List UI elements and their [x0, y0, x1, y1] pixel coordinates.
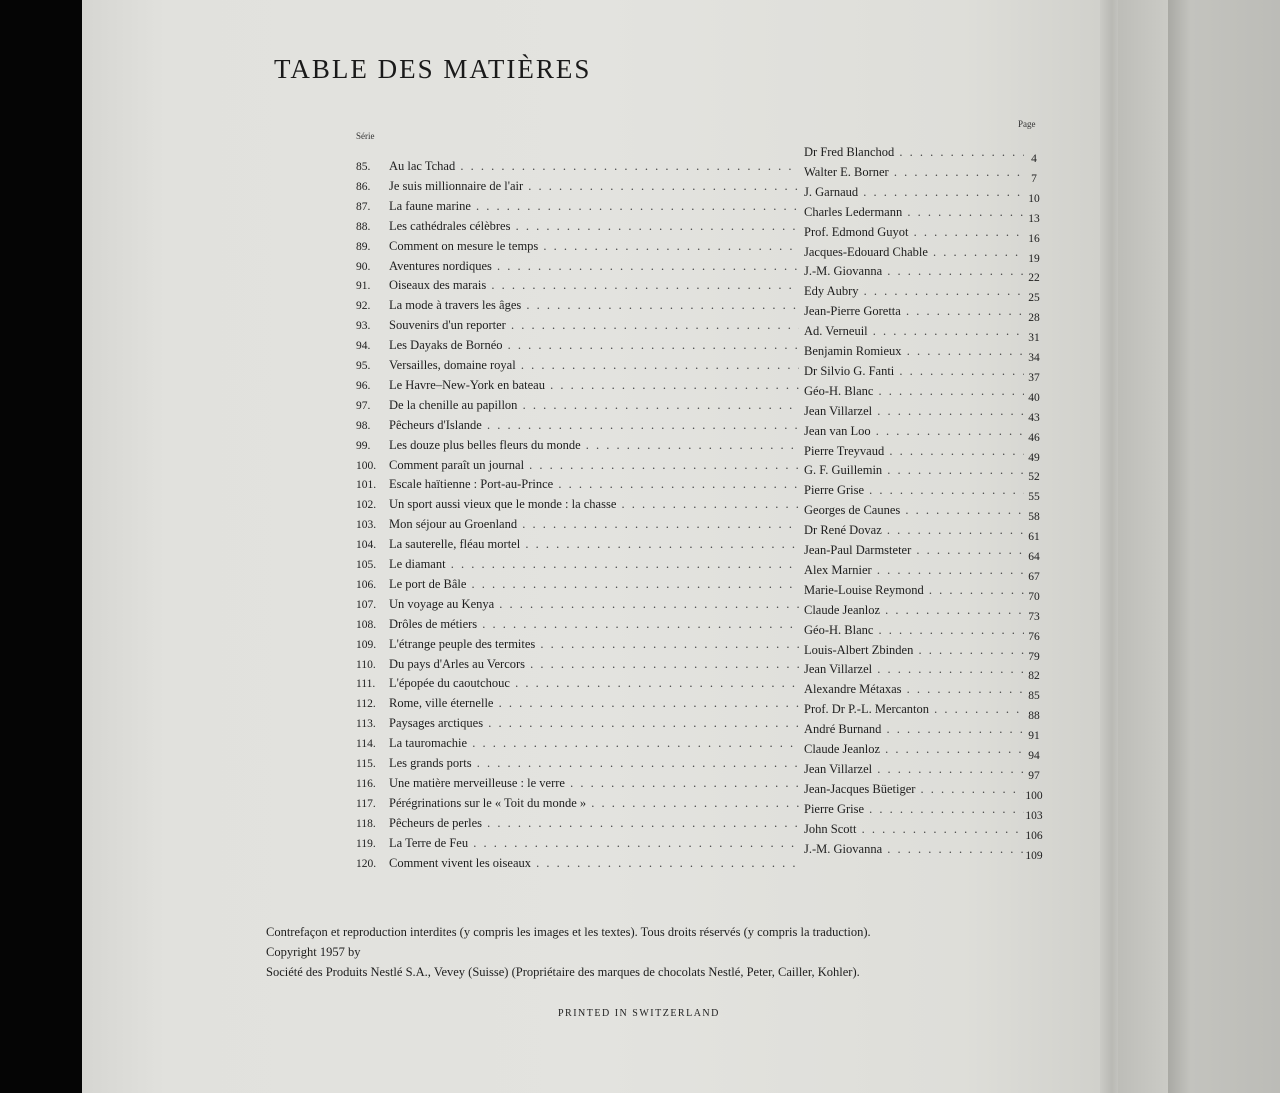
entry-page: 79 [1028, 650, 1040, 663]
entry-page: 4 [1031, 153, 1037, 165]
serie-number: 117. [356, 797, 376, 810]
entry-author: Louis-Albert Zbinden . . . [804, 640, 1024, 660]
serie-number: 99. [356, 439, 371, 452]
entry-author: Edy Aubry . . . [804, 281, 1024, 301]
entry-author: Alexandre Métaxas . . . [804, 679, 1024, 699]
serie-number: 96. [356, 379, 371, 392]
toc-entry [0, 836, 1280, 870]
serie-number: 109. [356, 638, 377, 651]
entry-title: Comment vivent les oiseaux . . . [389, 853, 799, 873]
entry-page: 85 [1028, 690, 1040, 703]
serie-number: 105. [356, 559, 377, 571]
entry-author: Prof. Dr P.-L. Mercanton . . . [804, 699, 1024, 719]
entry-author: Georges de Caunes . . . [804, 500, 1024, 520]
serie-number: 107. [356, 598, 377, 611]
entry-author: Géo-H. Blanc . . . [804, 620, 1024, 640]
entry-page: 49 [1028, 451, 1040, 464]
copyright-line-2: Copyright 1957 by [266, 945, 361, 959]
serie-number: 88. [356, 220, 371, 233]
entry-author: Dr René Dovaz . . . [804, 520, 1024, 540]
entry-title: Les cathédrales célèbres . . . [389, 216, 799, 236]
entry-author: Pierre Treyvaud . . . [804, 441, 1024, 461]
serie-number: 97. [356, 399, 371, 412]
entry-author: Claude Jeanloz . . . [804, 600, 1024, 620]
entry-page: 43 [1028, 411, 1040, 424]
entry-author: Jean-Paul Darmsteter . . . [804, 540, 1024, 560]
entry-title: Les Dayaks de Bornéo . . . [389, 335, 799, 355]
entry-author: Dr Fred Blanchod . . . [804, 142, 1024, 162]
serie-number: 106. [356, 578, 377, 591]
entry-page: 34 [1028, 352, 1040, 364]
entry-title: La Terre de Feu . . . [389, 833, 799, 853]
entry-author: Prof. Edmond Guyot . . . [804, 222, 1024, 242]
entry-title: La mode à travers les âges . . . [389, 295, 799, 315]
serie-number: 116. [356, 777, 376, 790]
entry-page: 28 [1028, 312, 1040, 325]
serie-number: 101. [356, 479, 377, 492]
entry-author: Jean-Jacques Büetiger . . . [804, 779, 1024, 799]
entry-title: Les grands ports . . . [389, 753, 799, 773]
serie-number: 92. [356, 300, 371, 313]
serie-number: 115. [356, 758, 376, 770]
entry-title: Les douze plus belles fleurs du monde . . . [389, 435, 799, 455]
entry-title: La faune marine . . . [389, 196, 799, 216]
serie-number: 94. [356, 340, 371, 353]
entry-author: Jacques-Edouard Chable . . . [804, 242, 1024, 262]
entry-author: Pierre Grise . . . [804, 480, 1024, 500]
entry-page: 16 [1028, 232, 1040, 245]
entry-title: Le Havre–New-York en bateau . . . [389, 375, 799, 395]
copyright-notice [266, 922, 1066, 982]
entry-page: 13 [1028, 212, 1040, 225]
entry-page: 31 [1028, 332, 1040, 345]
serie-number: 102. [356, 499, 377, 512]
serie-number: 120. [356, 857, 377, 870]
entry-title: La sauterelle, fléau mortel . . . [389, 534, 799, 554]
entry-author: Charles Ledermann . . . [804, 202, 1024, 222]
entry-page: 103 [1025, 809, 1043, 822]
entry-page: 7 [1031, 172, 1037, 185]
serie-number: 89. [356, 240, 371, 253]
entry-author: Pierre Grise . . . [804, 799, 1024, 819]
entry-page: 46 [1028, 431, 1040, 444]
entry-page: 70 [1028, 590, 1040, 603]
entry-title: Je suis millionnaire de l'air . . . [389, 176, 799, 196]
entry-page: 73 [1028, 610, 1040, 623]
serie-number: 100. [356, 459, 377, 472]
entry-author: G. F. Guillemin . . . [804, 460, 1024, 480]
entry-title: Le diamant . . . [389, 554, 799, 574]
serie-number: 103. [356, 519, 377, 532]
serie-number: 93. [356, 320, 371, 333]
entry-author: Jean Villarzel . . . [804, 759, 1024, 779]
serie-number: 90. [356, 260, 371, 273]
entry-title: Pêcheurs de perles . . . [389, 813, 799, 833]
serie-number: 104. [356, 539, 377, 552]
entry-author: Alex Marnier . . . [804, 560, 1024, 580]
entry-author: Dr Silvio G. Fanti . . . [804, 361, 1024, 381]
entry-page: 25 [1028, 292, 1040, 305]
entry-page: 40 [1028, 391, 1040, 404]
entry-title: Escale haïtienne : Port-au-Prince . . . [389, 474, 799, 494]
serie-number: 85. [356, 161, 371, 173]
entry-title: Comment paraît un journal . . . [389, 455, 799, 475]
entry-page: 97 [1028, 769, 1040, 782]
entry-title: Souvenirs d'un reporter . . . [389, 315, 799, 335]
serie-number: 114. [356, 738, 376, 751]
entry-author: Ad. Verneuil . . . [804, 321, 1024, 341]
entry-page: 64 [1028, 551, 1040, 563]
copyright-line-3: Société des Produits Nestlé S.A., Vevey (Suisse) (Propriétaire des marques de chocolats Nestlé, Peter, Cailler, Kohler). [266, 965, 860, 979]
entry-title: De la chenille au papillon . . . [389, 395, 799, 415]
entry-author: Jean Villarzel . . . [804, 401, 1024, 421]
entry-title: Drôles de métiers . . . [389, 614, 799, 634]
entry-page: 109 [1025, 849, 1043, 862]
entry-author: Claude Jeanloz . . . [804, 739, 1024, 759]
entry-page: 91 [1028, 730, 1040, 743]
entry-page: 106 [1025, 829, 1043, 842]
entry-title: Paysages arctiques . . . [389, 713, 799, 733]
entry-title: Pérégrinations sur le « Toit du monde » . . . [389, 793, 799, 813]
entry-author: J.-M. Giovanna . . . [804, 839, 1024, 859]
entry-title: L'épopée du caoutchouc . . . [389, 673, 799, 693]
entry-author: Jean van Loo . . . [804, 421, 1024, 441]
entry-author: Walter E. Borner . . . [804, 162, 1024, 182]
entry-page: 67 [1028, 570, 1040, 583]
entry-author: Benjamin Romieux . . . [804, 341, 1024, 361]
entry-page: 10 [1028, 192, 1040, 205]
entry-author: Marie-Louise Reymond . . . [804, 580, 1024, 600]
serie-number: 98. [356, 419, 371, 432]
entry-title: Pêcheurs d'Islande . . . [389, 415, 799, 435]
entry-page: 76 [1028, 630, 1040, 643]
entry-title: Comment on mesure le temps . . . [389, 236, 799, 256]
entry-title: Une matière merveilleuse : le verre . . . [389, 773, 799, 793]
entry-page: 19 [1028, 252, 1040, 265]
entry-page: 37 [1028, 371, 1040, 384]
copyright-line-1: Contrefaçon et reproduction interdites (y compris les images et les textes). Tous droits réservés (y compris la traduction). [266, 925, 871, 939]
entry-author: Jean-Pierre Goretta . . . [804, 301, 1024, 321]
serie-number: 111. [356, 678, 376, 691]
entry-author: J. Garnaud . . . [804, 182, 1024, 202]
serie-number: 119. [356, 837, 376, 850]
entry-author: J.-M. Giovanna . . . [804, 261, 1024, 281]
serie-number: 95. [356, 360, 371, 372]
entry-page: 61 [1028, 531, 1040, 544]
entry-page: 55 [1028, 491, 1040, 504]
serie-number: 112. [356, 698, 376, 711]
entry-title: La tauromachie . . . [389, 733, 799, 753]
entry-title: Aventures nordiques . . . [389, 256, 799, 276]
entry-title: Oiseaux des marais . . . [389, 275, 799, 295]
entry-page: 82 [1028, 670, 1040, 683]
entry-page: 52 [1028, 471, 1040, 484]
entry-author: Jean Villarzel . . . [804, 659, 1024, 679]
entry-title: Un sport aussi vieux que le monde : la chasse . . . [389, 494, 799, 514]
serie-number: 113. [356, 718, 376, 731]
entry-title: Rome, ville éternelle . . . [389, 693, 799, 713]
entry-title: Au lac Tchad . . . [389, 156, 799, 176]
page-column-header: Page [1018, 119, 1036, 129]
entry-title: Versailles, domaine royal . . . [389, 355, 799, 375]
entry-page: 58 [1028, 511, 1040, 524]
serie-number: 86. [356, 180, 371, 193]
entry-title: Le port de Bâle . . . [389, 574, 799, 594]
entry-page: 88 [1028, 710, 1040, 723]
entry-page: 22 [1028, 272, 1040, 285]
serie-column-header: Série [356, 131, 375, 141]
serie-number: 108. [356, 618, 377, 631]
serie-number: 87. [356, 200, 371, 213]
page-title: TABLE DES MATIÈRES [274, 54, 592, 84]
entry-page: 94 [1028, 750, 1040, 762]
serie-number: 91. [356, 280, 371, 293]
entry-title: Du pays d'Arles au Vercors . . . [389, 654, 799, 674]
serie-number: 118. [356, 817, 376, 830]
entry-title: Un voyage au Kenya . . . [389, 594, 799, 614]
entry-page: 100 [1025, 789, 1043, 802]
entry-author: André Burnand . . . [804, 719, 1024, 739]
entry-author: Géo-H. Blanc . . . [804, 381, 1024, 401]
printed-in-label: PRINTED IN SWITZERLAND [558, 1008, 720, 1019]
entry-title: Mon séjour au Groenland . . . [389, 514, 799, 534]
serie-number: 110. [356, 658, 376, 671]
entry-author: John Scott . . . [804, 819, 1024, 839]
entry-title: L'étrange peuple des termites . . . [389, 634, 799, 654]
